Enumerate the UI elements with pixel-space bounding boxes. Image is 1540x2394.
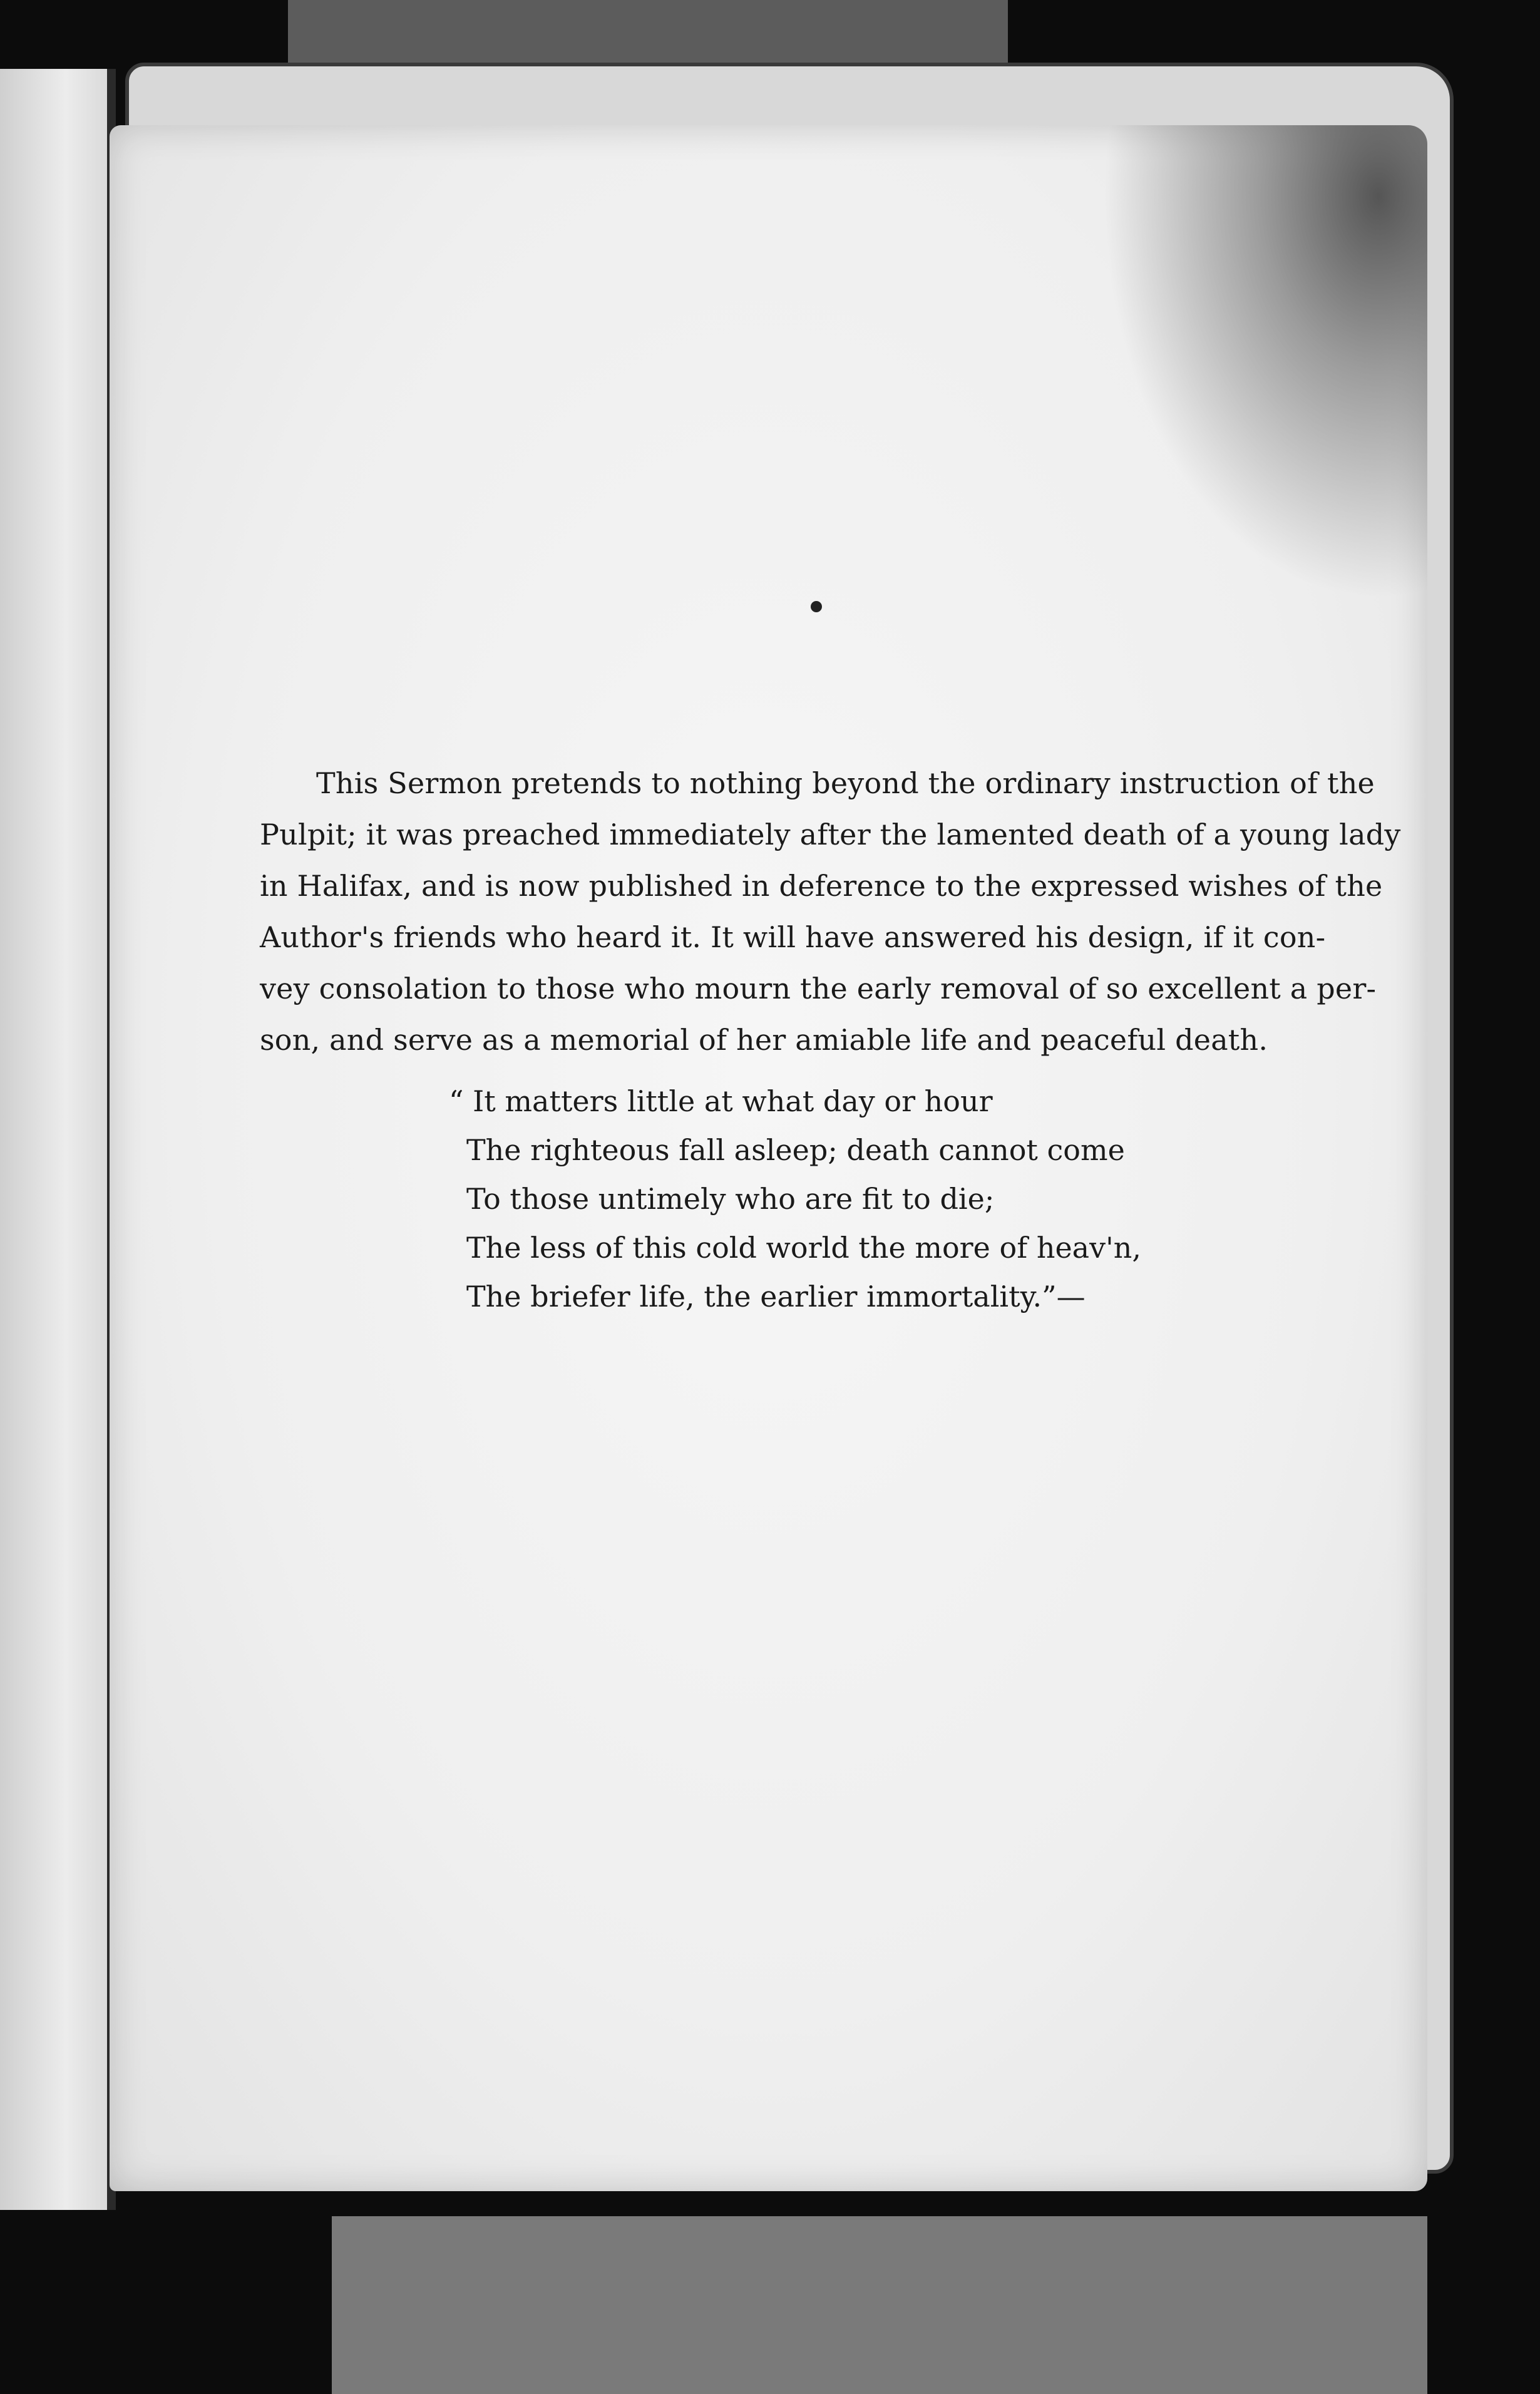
previous-leaf-edge xyxy=(0,69,116,2210)
page-text xyxy=(260,758,1401,1321)
verse-line: The less of this cold world the more of heav'n, xyxy=(466,1231,1141,1265)
preface-paragraph xyxy=(260,758,1401,1066)
corner-stain xyxy=(1102,125,1427,601)
verse-line: “ It matters little at what day or hour xyxy=(449,1084,993,1118)
verse-line: The briefer life, the earlier immortality.”— xyxy=(466,1280,1086,1313)
preface-line: This Sermon pretends to nothing beyond the ordinary instruction of the xyxy=(316,766,1375,800)
verse-line: The righteous fall asleep; death cannot come xyxy=(466,1133,1125,1167)
preface-line: vey consolation to those who mourn the early removal of so excellent a per- xyxy=(260,972,1377,1005)
verse-quotation xyxy=(260,1077,1261,1321)
preface-line: Author's friends who heard it. It will have answered his design, if it con- xyxy=(260,920,1326,954)
verse-line: To those untimely who are fit to die; xyxy=(466,1182,995,1216)
background-strip-bottom xyxy=(332,2216,1427,2394)
document-page xyxy=(110,125,1427,2191)
preface-line: Pulpit; it was preached immediately after the lamented death of a young lady xyxy=(260,818,1401,851)
preface-line: son, and serve as a memorial of her amiable life and peaceful death. xyxy=(260,1023,1268,1057)
ink-spot xyxy=(811,601,822,612)
preface-line: in Halifax, and is now published in deference to the expressed wishes of the xyxy=(260,869,1383,903)
